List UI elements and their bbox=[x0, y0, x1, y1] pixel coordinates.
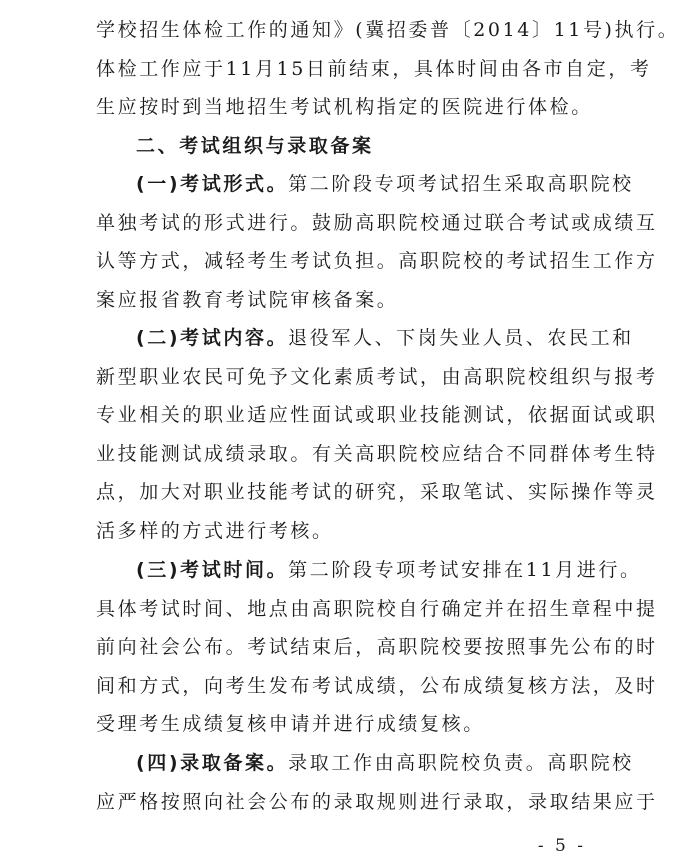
sub1-first-line bbox=[136, 166, 634, 202]
sub3-line-1: 第二阶段专项考试安排在11月进行。 bbox=[288, 559, 642, 581]
sub2-line-1: 退役军人、下岗失业人员、农民工和 bbox=[288, 327, 634, 349]
sub2-line-2: 新型职业农民可免予文化素质考试，由高职院校组织与报考 bbox=[96, 365, 658, 388]
sub1-line-1: 第二阶段专项考试招生采取高职院校 bbox=[288, 173, 634, 195]
sub1-line-2: 单独考试的形式进行。鼓励高职院校通过联合考试或成绩互 bbox=[96, 211, 658, 234]
sub4-line-1: 录取工作由高职院校负责。高职院校 bbox=[288, 752, 634, 774]
sub1-line-4: 案应报省教育考试院审核备案。 bbox=[96, 288, 399, 311]
sub2-line-4: 业技能测试成绩录取。有关高职院校应结合不同群体考生特 bbox=[96, 442, 658, 465]
sub2-line-6: 活多样的方式进行考核。 bbox=[96, 520, 334, 542]
page-number: - 5 - bbox=[537, 836, 586, 856]
intro-line-1: 学校招生体检工作的通知》(冀招委普〔2014〕11号)执行。 bbox=[96, 19, 679, 41]
sub3-label: (三)考试时间。 bbox=[136, 559, 289, 581]
sub3-line-2: 具体考试时间、地点由高职院校自行确定并在招生章程中提 bbox=[96, 597, 658, 620]
intro-line-2: 体检工作应于11月15日前结束，具体时间由各市自定，考 bbox=[96, 57, 652, 80]
sub2-line-3: 专业相关的职业适应性面试或职业技能测试，依据面试或职 bbox=[96, 404, 658, 427]
sub4-first-line bbox=[136, 745, 634, 781]
sub3-first-line bbox=[136, 552, 642, 588]
sub3-line-5: 受理考生成绩复核申请并进行成绩复核。 bbox=[96, 713, 485, 736]
sub2-label: (二)考试内容。 bbox=[136, 327, 289, 349]
sub3-line-3: 前向社会公布。考试结束后，高职院校要按照事先公布的时 bbox=[96, 636, 658, 659]
sub2-first-line bbox=[136, 320, 634, 356]
intro-line-3: 生应按时到当地招生考试机构指定的医院进行体检。 bbox=[96, 96, 593, 119]
sub1-label: (一)考试形式。 bbox=[136, 173, 289, 195]
sub4-label: (四)录取备案。 bbox=[136, 752, 289, 774]
sub1-line-3: 认等方式，减轻考生考试负担。高职院校的考试招生工作方 bbox=[96, 250, 658, 273]
sub4-line-2: 应严格按照向社会公布的录取规则进行录取，录取结果应于 bbox=[96, 790, 658, 813]
section-heading: 二、考试组织与录取备案 bbox=[136, 135, 374, 157]
sub2-line-5: 点，加大对职业技能考试的研究，采取笔试、实际操作等灵 bbox=[96, 481, 658, 504]
sub3-line-4: 间和方式，向考生发布考试成绩，公布成绩复核方法，及时 bbox=[96, 674, 658, 697]
